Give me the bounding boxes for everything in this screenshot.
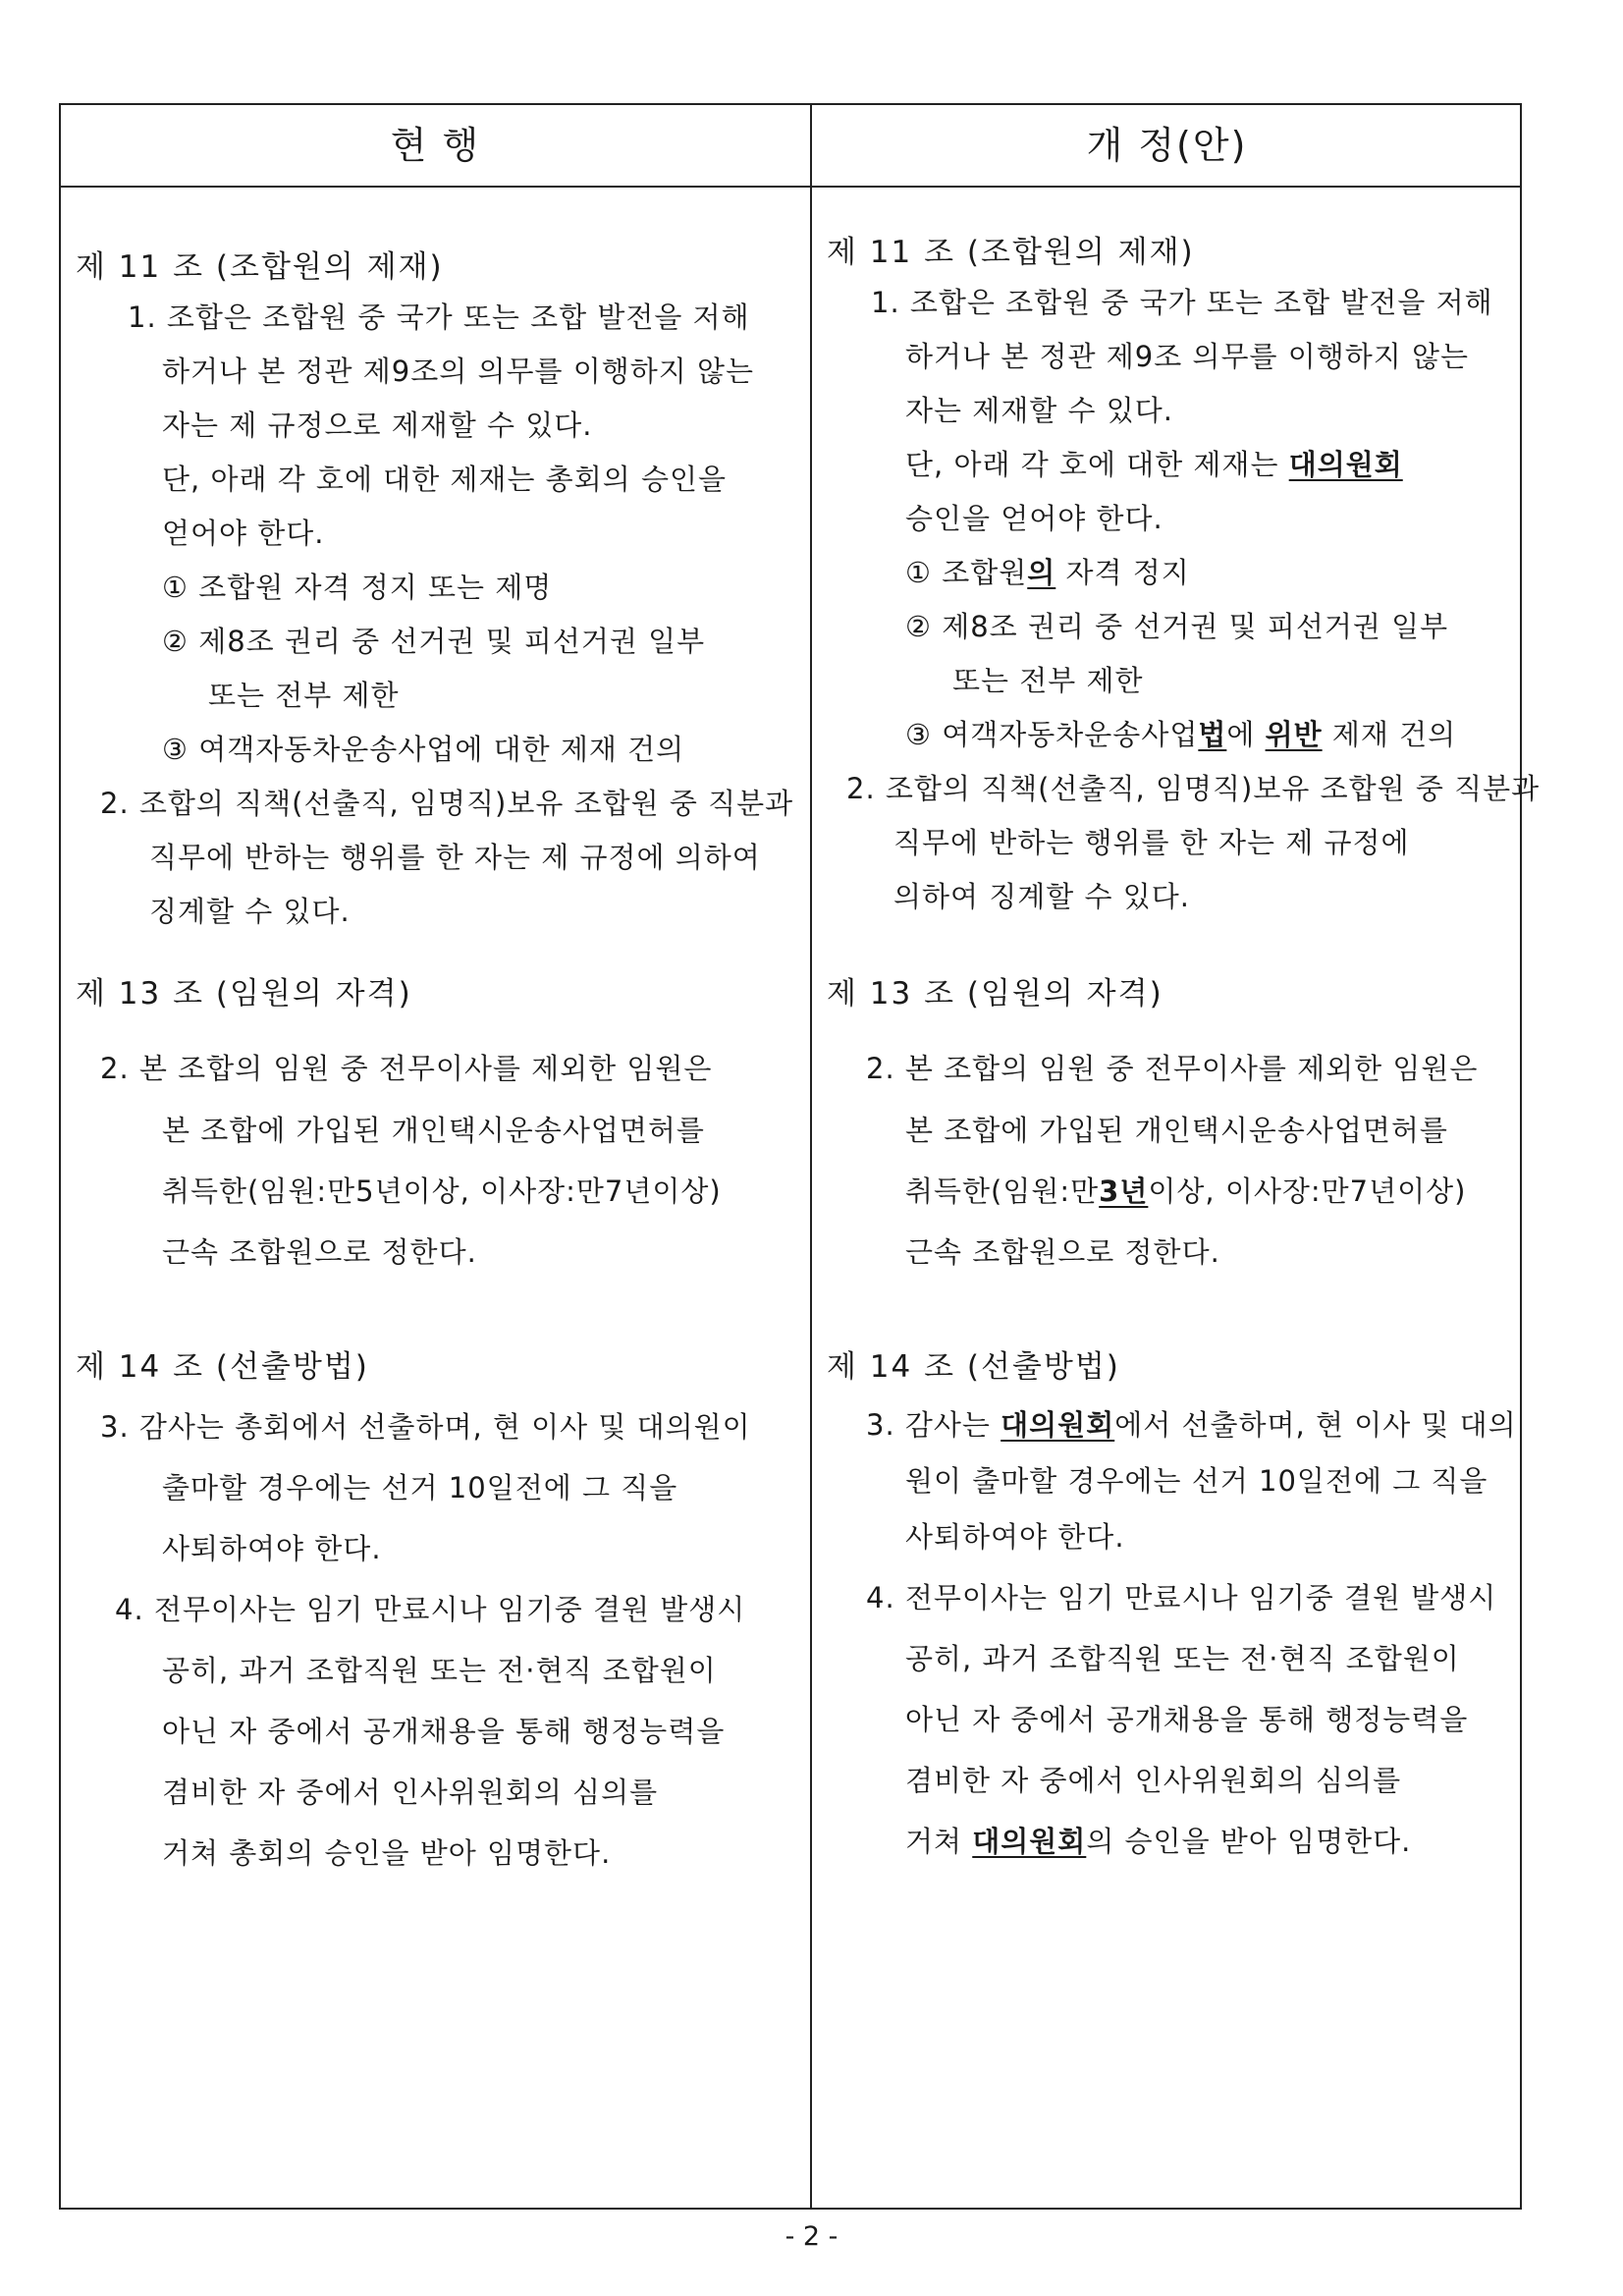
article-11-text: 얻어야 한다.	[162, 517, 325, 550]
article-11-title: 제 11 조 (조합원의 제재)	[76, 249, 444, 285]
article-11-item-2: 또는 전부 제한	[952, 664, 1144, 697]
text-run: 취득한(임원:만	[905, 1175, 1100, 1208]
text-run: 에서 선출하며, 현 이사 및 대의	[1114, 1408, 1517, 1442]
header-current: 현 행	[390, 124, 481, 167]
comparison-table	[59, 103, 1541, 2210]
article-14-text: 아닌 자 중에서 공개채용을 통해 행정능력을	[905, 1703, 1469, 1736]
article-11-item-1: ① 조합원 자격 정지 또는 제명	[162, 571, 553, 604]
column-divider	[810, 105, 812, 2208]
article-14-text: 원이 출마할 경우에는 선거 10일전에 그 직을	[905, 1464, 1488, 1498]
text-run: ③ 여객자동차운송사업	[905, 718, 1199, 751]
article-14-text	[905, 1820, 1411, 1860]
text-run: 제재 건의	[1322, 718, 1457, 751]
article-13-text: 2. 본 조합의 임원 중 전무이사를 제외한 임원은	[866, 1052, 1479, 1085]
article-13-text: 본 조합에 가입된 개인택시운송사업면허를	[905, 1114, 1448, 1147]
article-14-text: 겸비한 자 중에서 인사위원회의 심의를	[905, 1764, 1402, 1797]
article-11-text	[905, 443, 1403, 483]
article-11-text: 직무에 반하는 행위를 한 자는 제 규정에 의하여	[149, 841, 761, 874]
article-11-text: 단, 아래 각 호에 대한 제재는 총회의 승인을	[162, 463, 727, 496]
text-run: 이상, 이사장:만7년이상)	[1148, 1175, 1467, 1208]
article-14-text: 거쳐 총회의 승인을 받아 임명한다.	[162, 1836, 612, 1870]
article-11-text: 승인을 얻어야 한다.	[905, 502, 1163, 535]
article-14-title: 제 14 조 (선출방법)	[827, 1349, 1120, 1385]
article-11-text: 하거나 본 정관 제9조의 의무를 이행하지 않는	[162, 355, 755, 388]
text-run: ① 조합원	[905, 556, 1028, 589]
article-13-title: 제 13 조 (임원의 자격)	[827, 976, 1163, 1011]
article-11-text: 직무에 반하는 행위를 한 자는 제 규정에	[893, 826, 1410, 859]
amended-text: 법	[1198, 718, 1227, 751]
article-13-text: 근속 조합원으로 정한다.	[162, 1235, 477, 1269]
article-11-item-2: 또는 전부 제한	[208, 679, 400, 712]
article-11-text: 하거나 본 정관 제9조 의무를 이행하지 않는	[905, 340, 1469, 373]
article-11-text: 1. 조합은 조합원 중 국가 또는 조합 발전을 저해	[871, 286, 1493, 319]
text-run: 3. 감사는	[866, 1408, 1001, 1442]
page-number: - 2 -	[784, 2221, 839, 2252]
article-14-text: 아닌 자 중에서 공개채용을 통해 행정능력을	[162, 1715, 726, 1748]
article-13-text: 본 조합에 가입된 개인택시운송사업면허를	[162, 1114, 705, 1147]
article-11-item-2: ② 제8조 권리 중 선거권 및 피선거권 일부	[905, 610, 1449, 643]
amended-text: 위반	[1265, 718, 1323, 751]
article-13-text	[905, 1170, 1466, 1210]
text-run: 거쳐	[905, 1825, 973, 1858]
article-11-text: 2. 조합의 직책(선출직, 임명직)보유 조합원 중 직분과	[846, 772, 1541, 805]
article-11-text: 의하여 징계할 수 있다.	[893, 880, 1190, 913]
article-11-title: 제 11 조 (조합원의 제재)	[827, 235, 1195, 270]
article-14-text: 출마할 경우에는 선거 10일전에 그 직을	[162, 1471, 678, 1504]
article-11-item-1	[905, 551, 1190, 591]
text-run: 자격 정지	[1055, 556, 1190, 589]
article-14-title: 제 14 조 (선출방법)	[76, 1349, 369, 1385]
article-11-item-3	[905, 713, 1456, 753]
article-14-text: 4. 전무이사는 임기 만료시나 임기중 결원 발생시	[866, 1581, 1497, 1614]
header-proposed: 개 정(안)	[1086, 124, 1248, 167]
amended-text: 의	[1027, 556, 1056, 589]
article-13-text: 근속 조합원으로 정한다.	[905, 1235, 1220, 1269]
amended-text: 대의원회	[972, 1825, 1087, 1858]
article-11-item-3: ③ 여객자동차운송사업에 대한 제재 건의	[162, 733, 685, 766]
article-14-text: 겸비한 자 중에서 인사위원회의 심의를	[162, 1776, 659, 1809]
amended-text: 대의원회	[1288, 448, 1403, 481]
amended-text: 3년	[1099, 1175, 1149, 1208]
amended-text: 대의원회	[1001, 1408, 1115, 1442]
text-run: 의 승인을 받아 임명한다.	[1086, 1825, 1412, 1858]
article-11-text: 징계할 수 있다.	[149, 895, 351, 928]
article-11-text: 자는 제 규정으로 제재할 수 있다.	[162, 409, 593, 442]
text-run: 에	[1226, 718, 1266, 751]
article-14-text: 4. 전무이사는 임기 만료시나 임기중 결원 발생시	[115, 1593, 746, 1626]
header-divider	[61, 186, 1520, 188]
article-14-text: 3. 감사는 총회에서 선출하며, 현 이사 및 대의원이	[100, 1410, 751, 1444]
article-13-text: 취득한(임원:만5년이상, 이사장:만7년이상)	[162, 1175, 722, 1208]
text-run: 단, 아래 각 호에 대한 제재는	[905, 448, 1289, 481]
article-14-text: 공히, 과거 조합직원 또는 전·현직 조합원이	[905, 1642, 1460, 1675]
article-11-item-2: ② 제8조 권리 중 선거권 및 피선거권 일부	[162, 625, 706, 658]
article-13-title: 제 13 조 (임원의 자격)	[76, 976, 412, 1011]
article-14-text: 공히, 과거 조합직원 또는 전·현직 조합원이	[162, 1654, 717, 1687]
article-13-text: 2. 본 조합의 임원 중 전무이사를 제외한 임원은	[100, 1052, 713, 1085]
article-11-text: 2. 조합의 직책(선출직, 임명직)보유 조합원 중 직분과	[100, 787, 794, 820]
article-14-text	[866, 1403, 1517, 1444]
article-11-text: 자는 제재할 수 있다.	[905, 394, 1173, 427]
article-14-text: 사퇴하여야 한다.	[905, 1520, 1125, 1554]
article-14-text: 사퇴하여야 한다.	[162, 1532, 382, 1565]
article-11-text: 1. 조합은 조합원 중 국가 또는 조합 발전을 저해	[128, 301, 750, 334]
